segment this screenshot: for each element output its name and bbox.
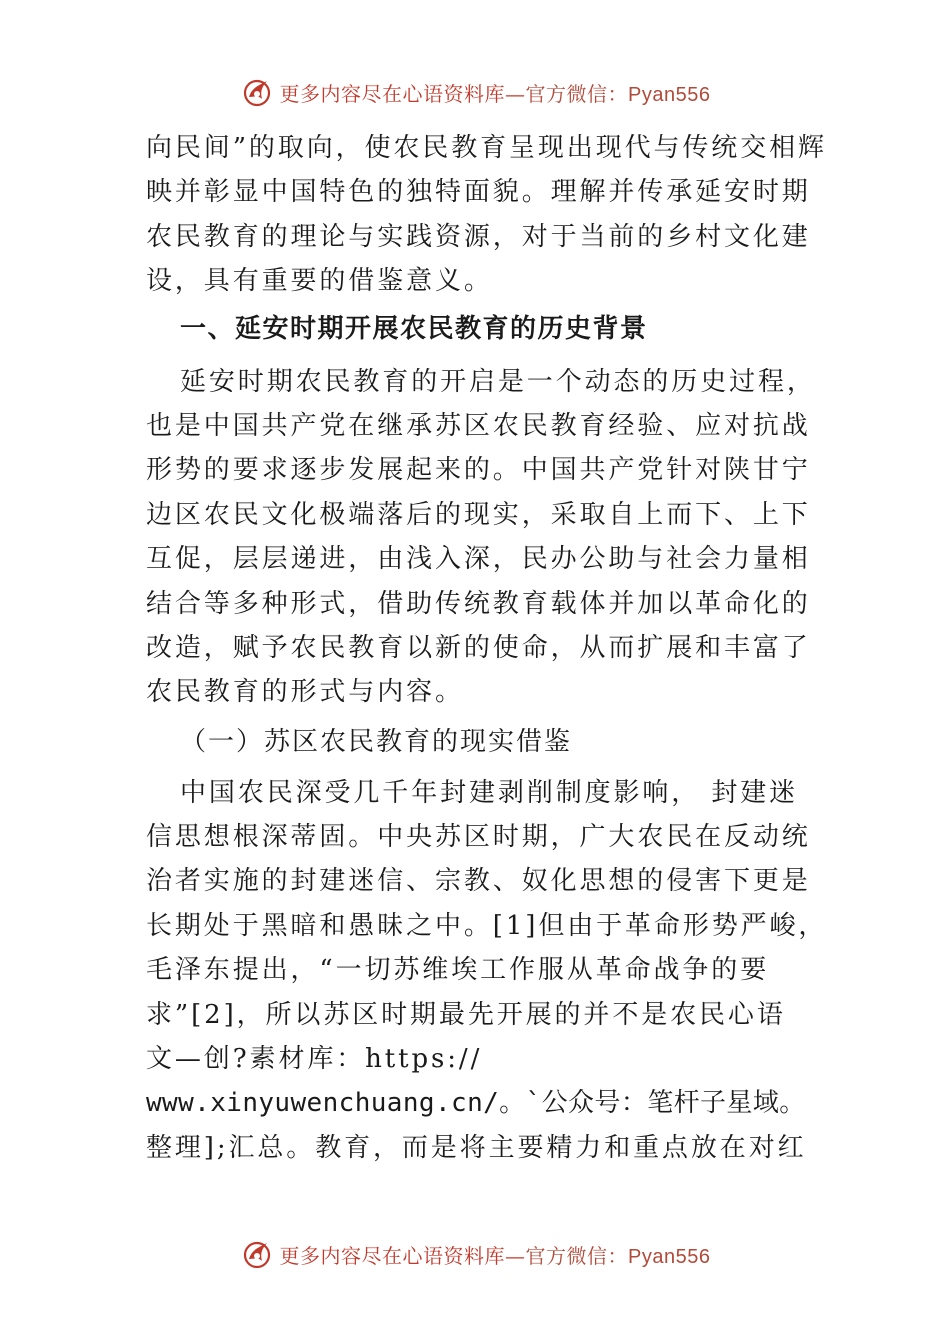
text-line: 映并彰显中国特色的独特面貌。理解并传承延安时期 [146, 177, 811, 208]
flame-seal-icon [240, 75, 274, 109]
paragraph-1 [146, 126, 827, 304]
paragraph-3 [146, 771, 828, 1171]
text-line: 治者实施的封建迷信、宗教、奴化思想的侵害下更是 [146, 866, 811, 897]
text-line: 改造，赋予农民教育以新的使命，从而扩展和丰富了 [146, 632, 811, 663]
header-watermark-banner [0, 70, 950, 114]
text-line: 延安时期农民教育的开启是一个动态的历史过程， [180, 366, 816, 397]
text-line: 文—创?素材库：https:// [146, 1044, 483, 1075]
text-line: 中国农民深受几千年封建剥削制度影响， 封建迷 [180, 777, 799, 808]
text-line: 求”[2]，所以苏区时期最先开展的并不是农民心语 [146, 999, 786, 1030]
text-line: 结合等多种形式，借助传统教育载体并加以革命化的 [146, 588, 811, 619]
text-line: 互促，层层递进，由浅入深，民办公助与社会力量相 [146, 544, 811, 575]
banner-text [280, 1240, 711, 1269]
banner-dash: — [505, 1243, 526, 1268]
banner-wechat-label: 官方微信： [525, 1243, 629, 1268]
subsection-heading: （一）苏区农民教育的现实借鉴 [180, 726, 573, 757]
text-line: 信思想根深蒂固。中央苏区时期，广大农民在反动统 [146, 822, 811, 853]
document-body [146, 126, 828, 1170]
paragraph-2 [146, 360, 816, 715]
banner-main-text: 更多内容尽在心语资料库 [279, 81, 506, 106]
banner-text [280, 78, 711, 107]
flame-seal-icon [240, 1237, 274, 1271]
banner-main-text: 更多内容尽在心语资料库 [279, 1243, 506, 1268]
section-heading: 一、延安时期开展农民教育的历史背景 [180, 313, 648, 344]
text-line: 也是中国共产党在继承苏区农民教育经验、应对抗战 [146, 410, 811, 441]
url-text-line: www.xinyuwenchuang.cn/。`公众号：笔杆子星域。 [146, 1088, 806, 1119]
text-line: 毛泽东提出，“一切苏维埃工作服从革命战争的要 [146, 955, 770, 986]
text-line: 向民间”的取向，使农民教育呈现出现代与传统交相辉 [146, 133, 827, 163]
banner-wechat-label: 官方微信： [525, 81, 629, 106]
banner-wechat-id: Pyan556 [628, 1245, 711, 1268]
banner-dash: — [505, 81, 526, 106]
text-line: 整理];汇总。教育，而是将主要精力和重点放在对红 [146, 1132, 807, 1163]
text-line: 形势的要求逐步发展起来的。中国共产党针对陕甘宁 [146, 455, 811, 486]
text-line: 长期处于黑暗和愚昧之中。[1]但由于革命形势严峻， [146, 910, 828, 941]
text-line: 农民教育的形式与内容。 [146, 677, 464, 708]
text-line: 农民教育的理论与实践资源，对于当前的乡村文化建 [146, 221, 811, 252]
text-line: 设，具有重要的借鉴意义。 [146, 266, 493, 297]
text-line: 边区农民文化极端落后的现实，采取自上而下、上下 [146, 499, 811, 530]
banner-wechat-id: Pyan556 [628, 83, 711, 106]
footer-watermark-banner [0, 1232, 950, 1276]
